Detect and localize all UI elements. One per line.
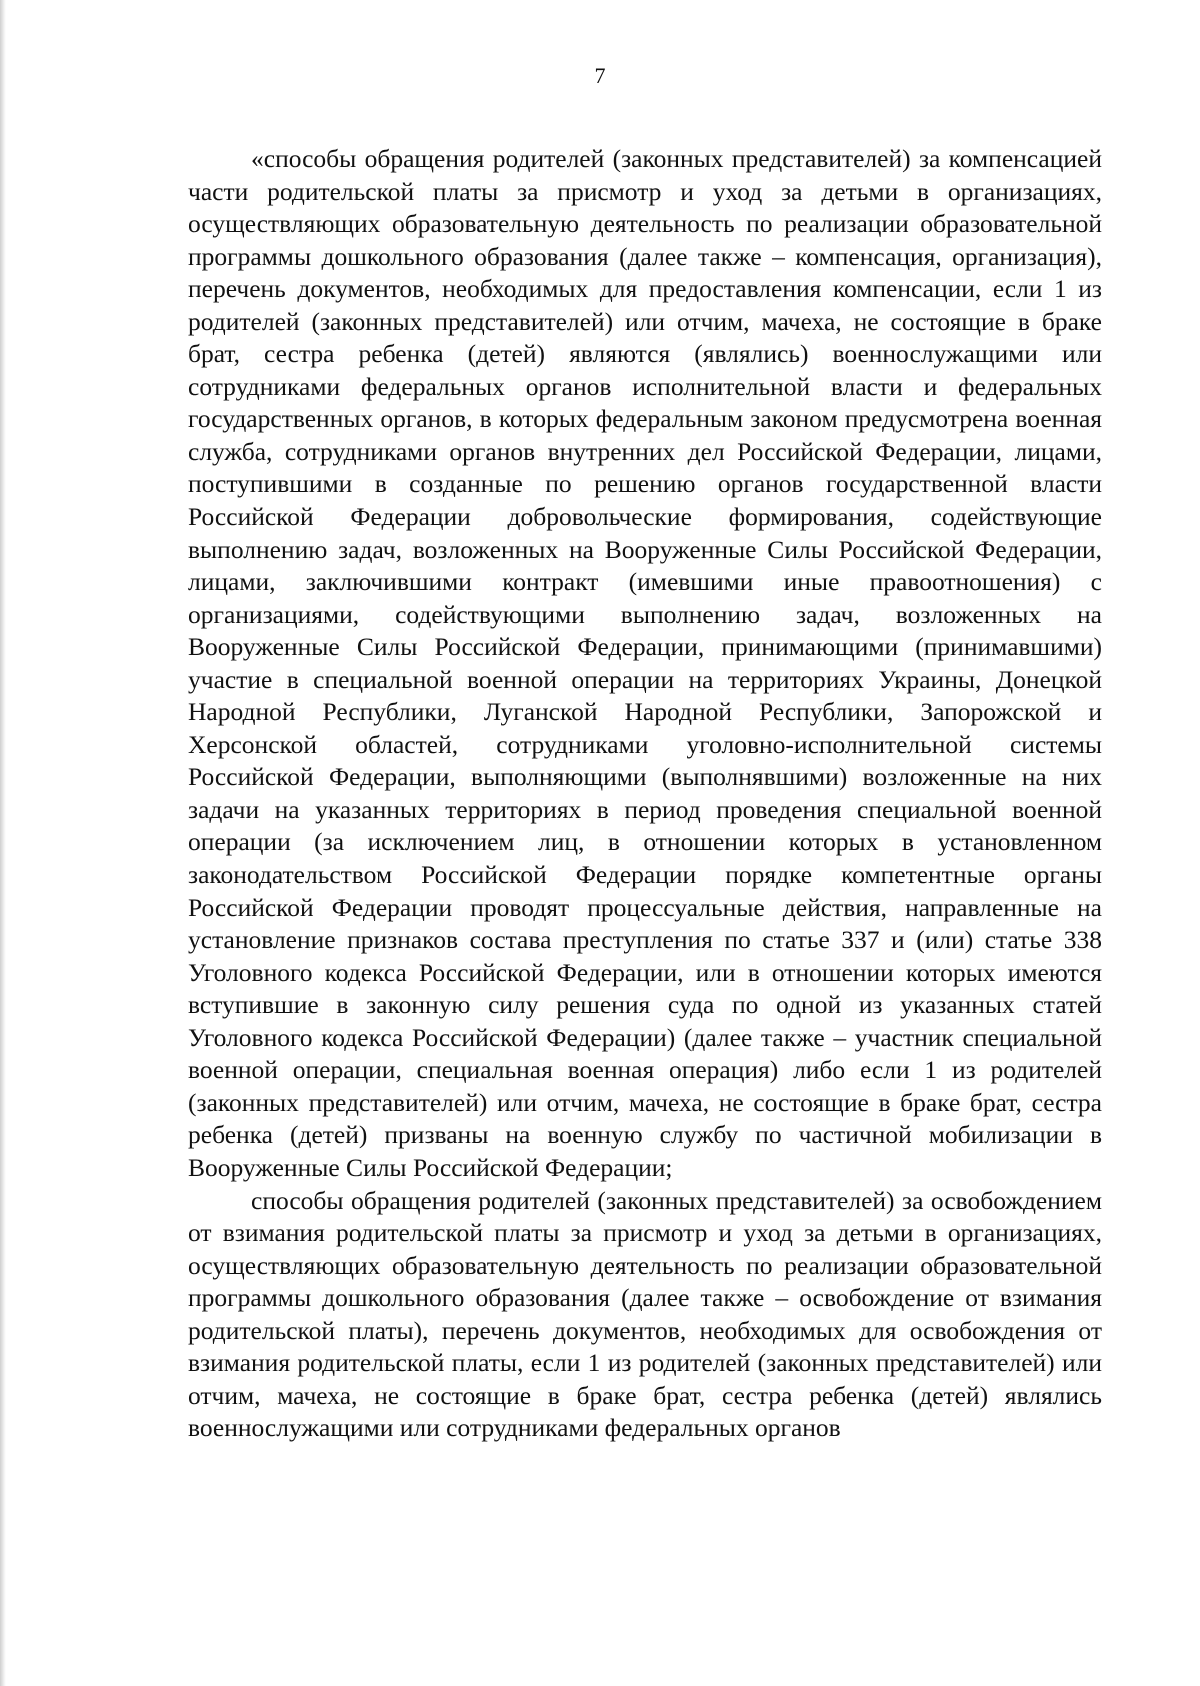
- page-number: 7: [594, 63, 606, 88]
- document-body: [188, 143, 1102, 1445]
- paragraph-exemption: способы обращения родителей (законных представителей) за освобождением от взимания родительской платы за присмотр и уход за детьми в организациях, осуществляющих образовательную деятельность по реализации образовательной программы дошкольного образования (далее также – освобождение от взимания родительской платы), перечень документов, необходимых для освобождения от взимания родительской платы, если 1 из родителей (законных представителей) или отчим, мачеха, не состоящие в браке брат, сестра ребенка (детей) являлись военнослужащими или сотрудниками федеральных органов: [188, 1185, 1102, 1443]
- scan-edge: [0, 0, 6, 1686]
- paragraph-compensation: «способы обращения родителей (законных представителей) за компенсацией части родительской платы за присмотр и уход за детьми в организациях, осуществляющих образовательную деятельность по реализации образовательной программы дошкольного образования (далее также – компенсация, организация), перечень документов, необходимых для предоставления компенсации, если 1 из родителей (законных представителей) или отчим, мачеха, не состоящие в браке брат, сестра ребенка (детей) являются (являлись) военнослужащими или сотрудниками федеральных органов исполнительной власти и федеральных государственных органов, в которых федеральным законом предусмотрена военная служба, сотрудниками органов внутренних дел Российской Федерации, лицами, поступившими в созданные по решению органов государственной власти Российской Федерации добровольческие формирования, содействующие выполнению задач, возложенных на Вооруженные Силы Российской Федерации, лицами, заключившими контракт (имевшими иные правоотношения) с организациями, содействующими выполнению задач, возложенных на Вооруженные Силы Российской Федерации, принимающими (принимавшими) участие в специальной военной операции на территориях Украины, Донецкой Народной Республики, Луганской Народной Республики, Запорожской и Херсонской областей, сотрудниками уголовно-исполнительной системы Российской Федерации, выполняющими (выполнявшими) возложенные на них задачи на указанных территориях в период проведения специальной военной операции (за исключением лиц, в отношении которых в установленном законодательством Российской Федерации порядке компетентные органы Российской Федерации проводят процессуальные действия, направленные на установление признаков состава преступления по статье 337 и (или) статье 338 Уголовного кодекса Российской Федерации, или в отношении которых имеются вступившие в законную силу решения суда по одной из указанных статей Уголовного кодекса Российской Федерации) (далее также – участник специальной военной операции, специальная военная операция) либо если 1 из родителей (законных представителей) или отчим, мачеха, не состоящие в браке брат, сестра ребенка (детей) призваны на военную службу по частичной мобилизации в Вооруженные Силы Российской Федерации;: [188, 144, 1102, 1182]
